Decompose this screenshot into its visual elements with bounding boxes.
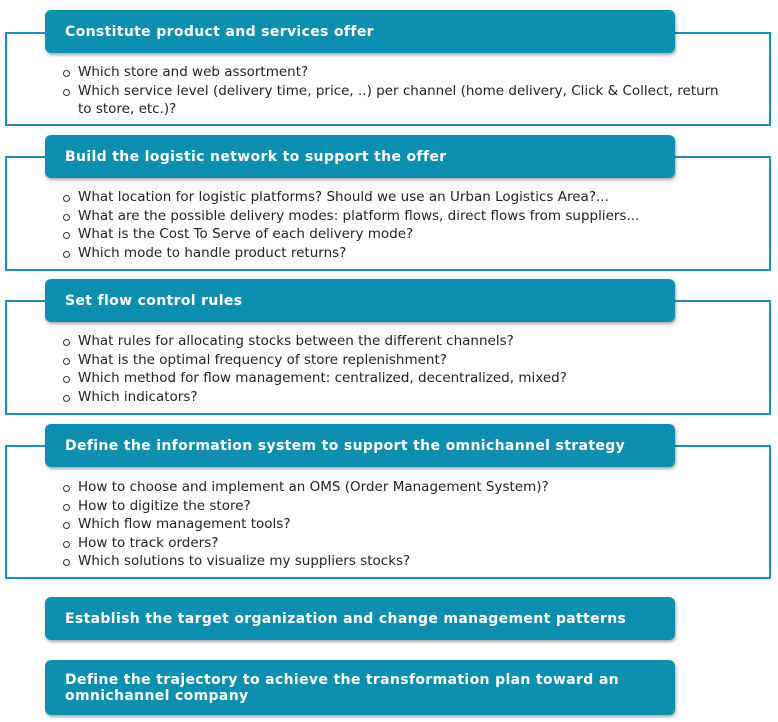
- section-title: Establish the target organization and change management patterns: [65, 610, 627, 627]
- section-title: Set flow control rules: [65, 292, 243, 309]
- question-item: What rules for allocating stocks between the different channels?: [63, 332, 723, 351]
- question-item: Which solutions to visualize my suppliers stocks?: [63, 552, 723, 571]
- question-item: How to choose and implement an OMS (Order Management System)?: [63, 478, 723, 497]
- section-header-logistic-network: [45, 135, 675, 178]
- question-list-offer: [63, 63, 723, 119]
- question-item: What location for logistic platforms? Should we use an Urban Logistics Area?...: [63, 188, 723, 207]
- question-item: What is the optimal frequency of store replenishment?: [63, 351, 723, 370]
- section-title: Build the logistic network to support the offer: [65, 148, 447, 165]
- question-item: What is the Cost To Serve of each delivery mode?: [63, 225, 723, 244]
- question-item: How to track orders?: [63, 534, 723, 553]
- question-item: Which mode to handle product returns?: [63, 244, 723, 263]
- question-item: What are the possible delivery modes: platform flows, direct flows from suppliers...: [63, 207, 723, 226]
- section-header-offer: [45, 10, 675, 53]
- question-item: Which store and web assortment?: [63, 63, 723, 82]
- question-item: Which service level (delivery time, price, ..) per channel (home delivery, Click & Collect, return to store, etc.)?: [63, 82, 723, 119]
- section-title: Constitute product and services offer: [65, 23, 374, 40]
- section-header-information-system: [45, 424, 675, 467]
- question-list-flow-control: [63, 332, 723, 406]
- section-header-trajectory: [45, 660, 675, 715]
- section-header-target-organization: [45, 597, 675, 640]
- question-item: Which method for flow management: centralized, decentralized, mixed?: [63, 369, 723, 388]
- question-list-logistic-network: [63, 188, 723, 262]
- section-title: Define the trajectory to achieve the transformation plan toward an omnichannel company: [65, 671, 619, 704]
- question-list-information-system: [63, 478, 723, 571]
- question-item: How to digitize the store?: [63, 497, 723, 516]
- section-title: Define the information system to support the omnichannel strategy: [65, 437, 626, 454]
- question-item: Which flow management tools?: [63, 515, 723, 534]
- question-item: Which indicators?: [63, 388, 723, 407]
- section-header-flow-control: [45, 279, 675, 322]
